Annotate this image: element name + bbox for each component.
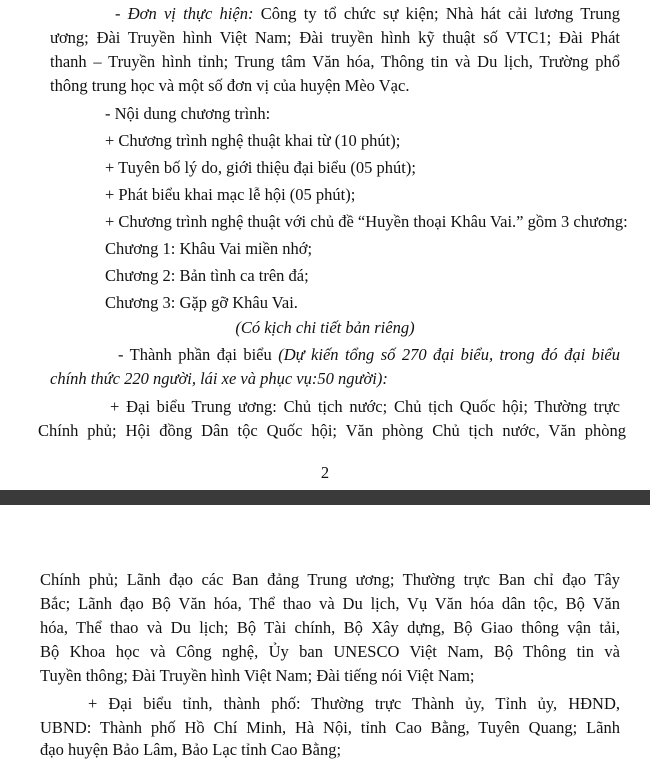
- thanh-phan-line-1: [118, 345, 620, 365]
- document-page-bottom: [0, 505, 650, 759]
- noi-dung-heading: - Nội dung chương trình:: [105, 104, 271, 123]
- page-number: 2: [320, 463, 330, 482]
- program-item: + Phát biểu khai mạc lễ hội (05 phút);: [105, 185, 356, 204]
- don-vi-line-4: thông trung học và một số đơn vị của huyện Mèo Vạc.: [50, 76, 410, 95]
- thanh-phan-italic-1: (Dự kiến tổng số 270 đại biểu, trong đó đại biểu: [278, 345, 620, 364]
- program-item: + Chương trình nghệ thuật khai từ (10 phút);: [105, 131, 401, 150]
- don-vi-label: - Đơn vị thực hiện:: [115, 4, 254, 23]
- don-vi-line-1: [115, 4, 620, 24]
- program-item: + Tuyên bố lý do, giới thiệu đại biểu (05 phút);: [105, 158, 416, 177]
- chapter-item: Chương 3: Gặp gỡ Khâu Vai.: [105, 293, 298, 312]
- page-separator: [0, 490, 650, 505]
- chapter-item: Chương 2: Bản tình ca trên đá;: [105, 266, 309, 285]
- don-vi-text-1: Công ty tổ chức sự kiện; Nhà hát cải lương Trung: [260, 4, 621, 23]
- tinh-line-3: đạo huyện Bảo Lâm, Bảo Lạc tỉnh Cao Bằng;: [40, 740, 342, 759]
- body-line: Tuyền thông; Đài Truyền hình Việt Nam; Đài tiếng nói Việt Nam;: [40, 666, 475, 685]
- thanh-phan-line-2: chính thức 220 người, lái xe và phục vụ:50 người):: [50, 369, 388, 388]
- don-vi-line-2: ương; Đài Truyền hình Việt Nam; Đài truyền hình kỹ thuật số VTC1; Đài Phát: [50, 28, 620, 47]
- program-item: + Chương trình nghệ thuật với chủ đề “Huyền thoại Khâu Vai.” gồm 3 chương:: [105, 212, 628, 231]
- script-note: (Có kịch chi tiết bản riêng): [235, 318, 415, 337]
- thanh-phan-label: - Thành phần đại biểu: [118, 345, 272, 364]
- don-vi-line-3: thanh – Truyền hình tỉnh; Trung tâm Văn hóa, Thông tin và Du lịch, Trường phổ: [50, 52, 620, 71]
- body-line: hóa, Thể thao và Du lịch; Bộ Tài chính, Bộ Xây dựng, Bộ Giao thông vận tải,: [40, 618, 620, 637]
- body-line: Chính phủ; Lãnh đạo các Ban đảng Trung ương; Thường trực Ban chỉ đạo Tây: [40, 570, 620, 589]
- tinh-line-1: + Đại biểu tỉnh, thành phố: Thường trực Thành ủy, Tỉnh ủy, HĐND,: [88, 694, 620, 713]
- body-line: Bắc; Lãnh đạo Bộ Văn hóa, Thể thao và Du lịch, Vụ Văn hóa dân tộc, Bộ Văn: [40, 594, 620, 613]
- chapter-item: Chương 1: Khâu Vai miền nhớ;: [105, 239, 313, 258]
- tinh-line-2: UBND: Thành phố Hồ Chí Minh, Hà Nội, tỉnh Cao Bằng, Tuyên Quang; Lãnh: [40, 718, 620, 737]
- body-line: Bộ Khoa học và Công nghệ, Ủy ban UNESCO Việt Nam, Bộ Thông tin và: [40, 642, 620, 661]
- trung-uong-line-2: Chính phủ; Hội đồng Dân tộc Quốc hội; Văn phòng Chủ tịch nước, Văn phòng: [38, 421, 626, 440]
- trung-uong-line-1: + Đại biểu Trung ương: Chủ tịch nước; Chủ tịch Quốc hội; Thường trực: [110, 397, 620, 416]
